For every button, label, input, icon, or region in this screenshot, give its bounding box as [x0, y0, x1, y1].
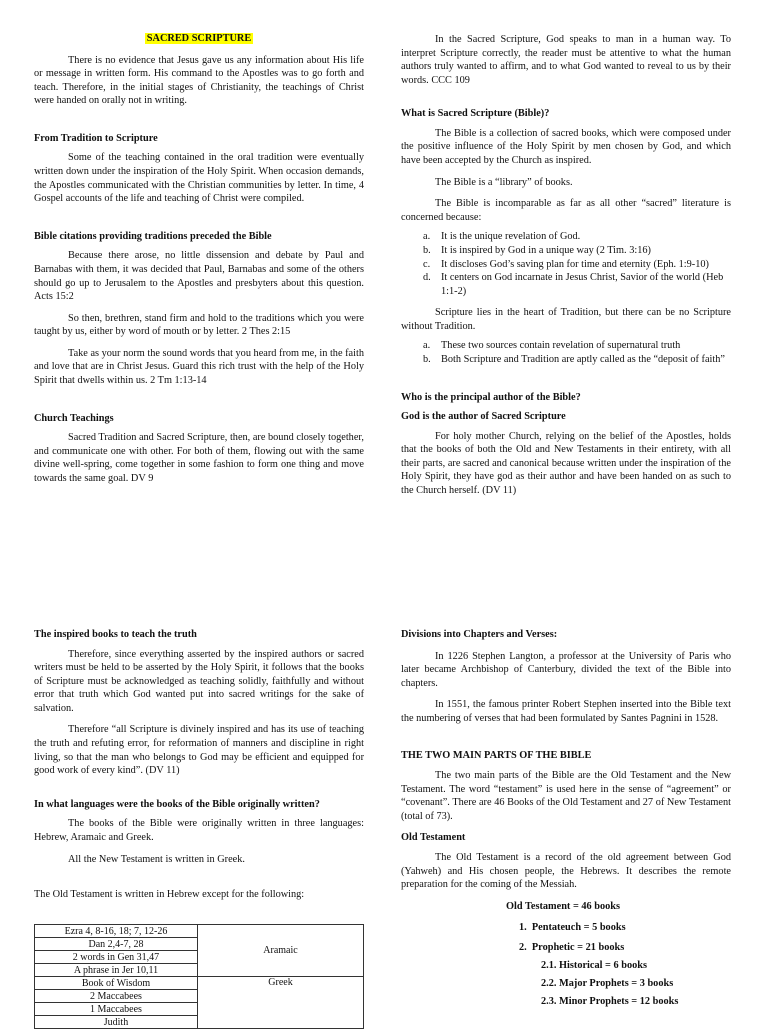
inspired-paragraph-2: Therefore “all Scripture is divinely inspired and has its use of teaching the truth and refuting error, for reformation of manners and discipline in right living, so that the man who belongs to God may be efficient and equipped for good work of every kind”. (DV 11) — [34, 724, 364, 777]
heading-two-parts: THE TWO MAIN PARTS OF THE BIBLE — [401, 750, 592, 762]
title-wrap — [34, 32, 364, 46]
greek-label: Greek — [198, 977, 364, 1029]
heading-god-author: God is the author of Sacred Scripture — [401, 411, 566, 423]
table-row — [35, 925, 364, 938]
heading-inspired: The inspired books to teach the truth — [34, 629, 197, 640]
languages-table — [34, 924, 364, 1029]
what-paragraph-1: The Bible is a collection of sacred books, which were composed under the positive influence of the Holy Spirit by men chosen by God, and which have been accepted by the Church as inspired. — [401, 127, 731, 167]
languages-paragraph-1: The books of the Bible were originally written in three languages: Hebrew, Aramaic and Greek. — [34, 818, 364, 843]
heading-divisions: Divisions into Chapters and Verses: — [401, 629, 558, 640]
list-item: d. It centers on God incarnate in Jesus Christ, Savior of the world (Heb 1:1-2) — [423, 272, 724, 297]
what-paragraph-3: The Bible is incomparable as far as all other “sacred” literature is concerned because: — [401, 198, 731, 223]
list-item: a. These two sources contain revelation of supernatural truth — [423, 340, 681, 352]
table-cell: Book of Wisdom — [35, 977, 198, 990]
right-top-column — [401, 33, 731, 498]
intro-paragraph: There is no evidence that Jesus gave us any information about His life or message in written form. His command to the Apostles was to go forth and teach. Therefore, in the initial stages of Christianity, the teachings of Christ were handed on orally not in writing. — [34, 54, 364, 107]
list-item: a. It is the unique revelation of God. — [423, 231, 581, 243]
list-item: c. It discloses God’s saving plan for time and eternity (Eph. 1:9-10) — [423, 258, 709, 270]
table-cell: Judith — [35, 1016, 198, 1029]
divisions-paragraph-1: In 1226 Stephen Langton, a professor at the University of Paris who later became Archbishop of Canterbury, divided the text of the Bible into chapters. — [401, 650, 731, 689]
list-item: b. Both Scripture and Tradition are aptly called as the “deposit of faith” — [423, 353, 725, 365]
heading-languages: In what languages were the books of the Bible originally written? — [34, 798, 320, 810]
sources-list — [401, 339, 731, 366]
citation-thes: So then, brethren, stand firm and hold to the traditions which you were taught by us, either by word of mouth or by letter. 2 Thes 2:15 — [34, 312, 364, 338]
divisions-paragraph-2: In 1551, the famous printer Robert Stephen inserted into the Bible text the numbering of verses that had been formulated by Santes Pagnini in 1528. — [401, 699, 731, 724]
table-cell: 1 Maccabees — [35, 1003, 198, 1016]
citation-tm: Take as your norm the sound words that you heard from me, in the faith and love that are in Christ Jesus. Guard this rich trust with the help of the Holy Spirit that dwells within us. 2 Tm 1:13-14 — [34, 347, 364, 386]
two-parts-paragraph: The two main parts of the Bible are the Old Testament and the New Testament. The word “testament” is used here in the sense of “agreement” or “covenant”. There are 46 Books of the Old Testament and 27 of New Testament (total of 73). — [401, 770, 731, 822]
list-item: b. It is inspired by God in a unique way (2 Tim. 3:16) — [423, 244, 651, 256]
table-cell: A phrase in Jer 10,11 — [35, 964, 198, 977]
heading-church: Church Teachings — [34, 412, 114, 424]
citation-acts: Because there arose, no little dissension and debate by Paul and Barnabas with them, it was decided that Paul, Barnabas and some of the others should go up to Jerusalem to the Apostles and presbyters about this question. Acts 15:2 — [34, 250, 364, 303]
table-cell: Dan 2,4-7, 28 — [35, 938, 198, 951]
because-list — [401, 230, 731, 298]
heading-author-question: Who is the principal author of the Bible? — [401, 391, 581, 403]
list-item: 2.3. Minor Prophets = 12 books — [541, 996, 679, 1008]
heart-paragraph: Scripture lies in the heart of Tradition, but there can be no Scripture without Tradition. — [401, 307, 731, 332]
ot-count-heading: Old Testament = 46 books — [506, 900, 621, 912]
left-bottom-column — [34, 628, 364, 902]
table-row — [35, 977, 364, 990]
languages-paragraph-3: The Old Testament is written in Hebrew except for the following: — [34, 889, 305, 901]
heading-citations: Bible citations providing traditions preceded the Bible — [34, 230, 272, 242]
right-bottom-column — [401, 628, 731, 1013]
tradition-paragraph: Some of the teaching contained in the oral tradition were eventually written down under the inspiration of the Holy Spirit. When occasion demands, the Apostles communicated with the Christian communities by letter. In time, 4 Gospel accounts of the life and teaching of Christ were compiled. — [34, 152, 364, 205]
left-top-column — [34, 32, 364, 485]
table-cell: 2 Maccabees — [35, 990, 198, 1003]
languages-paragraph-2: All the New Testament is written in Greek. — [68, 853, 245, 865]
table-cell: 2 words in Gen 31,47 — [35, 951, 198, 964]
list-item: 2.2. Major Prophets = 3 books — [541, 978, 674, 990]
heading-tradition: From Tradition to Scripture — [34, 132, 158, 144]
list-item: 1. Pentateuch = 5 books — [519, 922, 626, 934]
ot-books-list — [401, 921, 731, 1013]
list-item: 2. Prophetic = 21 books — [519, 942, 625, 954]
heading-what-is: What is Sacred Scripture (Bible)? — [401, 108, 550, 120]
table-cell: Ezra 4, 8-16, 18; 7, 12-26 — [35, 925, 198, 938]
church-paragraph: Sacred Tradition and Sacred Scripture, then, are bound closely together, and communicate one with other. For both of them, flowing out with the same divine well-spring, come together in some fashion to form one thing and move towards the same goal. DV 9 — [34, 432, 364, 484]
inspired-paragraph-1: Therefore, since everything asserted by the inspired authors or sacred writers must be held to be asserted by the Holy Spirit, it follows that the books of Scripture must be acknowledged as teaching solidly, faithfully and without error that truth which God wanted put into sacred writings for the sake of salvation. — [34, 648, 364, 714]
heading-old-testament: Old Testament — [401, 832, 466, 844]
human-way-paragraph: In the Sacred Scripture, God speaks to man in a human way. To interpret Scripture correctly, the reader must be attentive to what the human authors truly wanted to affirm, and to what God wanted to reveal to us by their words. CCC 109 — [401, 34, 731, 86]
old-testament-paragraph: The Old Testament is a record of the old agreement between God (Yahweh) and His chosen people, the Hebrews. It describes the remote preparation for the coming of the Messiah. — [401, 851, 731, 891]
list-item: 2.1. Historical = 6 books — [541, 960, 647, 972]
aramaic-label: Aramaic — [198, 925, 364, 977]
author-paragraph: For holy mother Church, relying on the belief of the Apostles, holds that the books of both the Old and New Testaments in their entirety, with all their parts, are sacred and canonical because written under the inspiration of the Holy Spirit, they have god as their author and have been handed on as such to the Church herself. (DV 11) — [401, 430, 731, 497]
what-paragraph-2: The Bible is a “library” of books. — [435, 176, 573, 188]
page-title: SACRED SCRIPTURE — [146, 33, 252, 44]
